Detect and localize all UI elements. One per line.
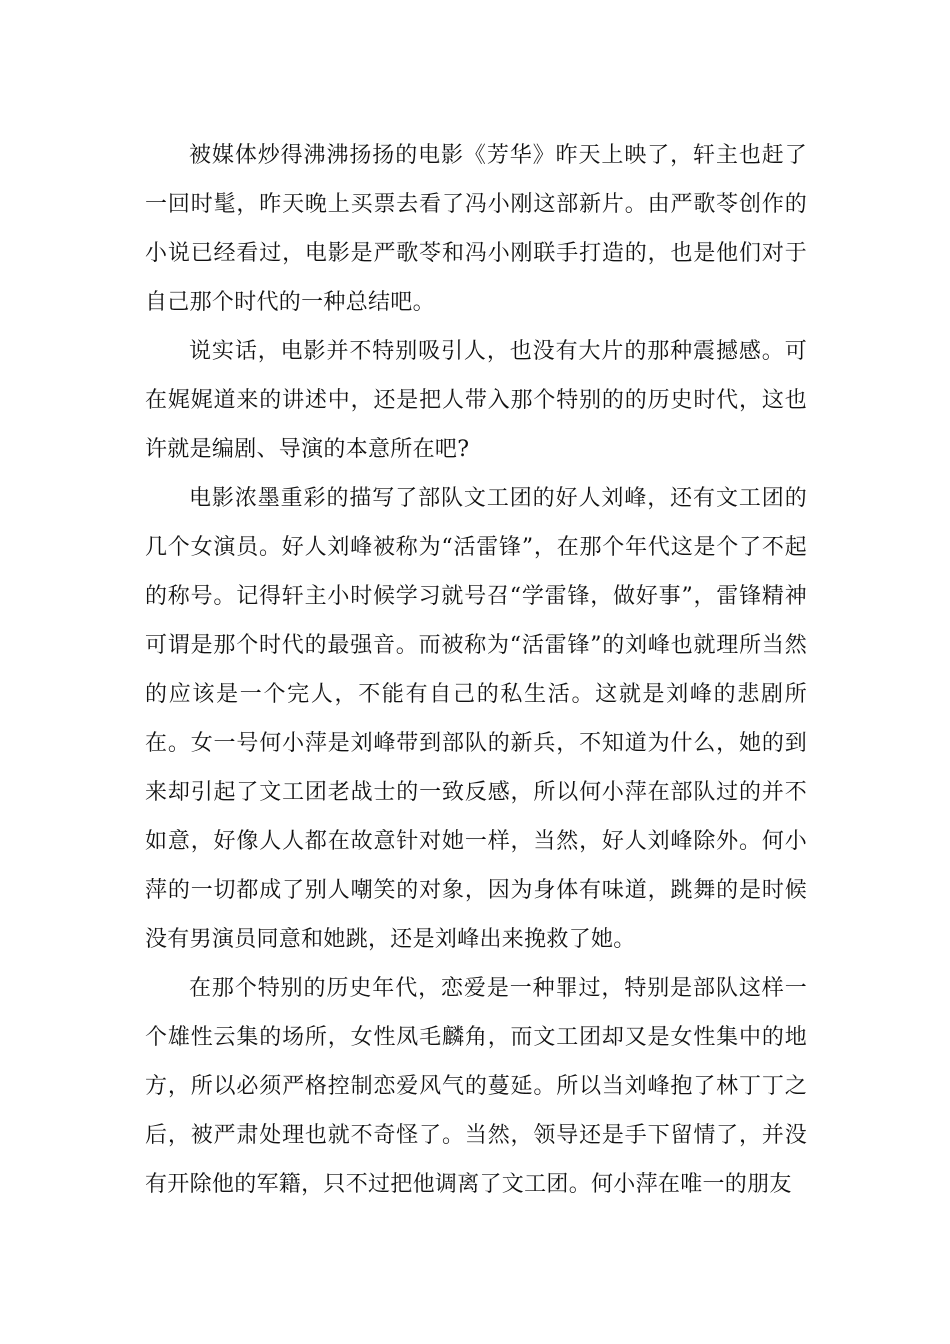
paragraph-3: 电影浓墨重彩的描写了部队文工团的好人刘峰，还有文工团的几个女演员。好人刘峰被称为“活雷锋”，在那个年代这是个了不起的称号。记得轩主小时候学习就号召“学雷锋，做好事”，雷锋精神可谓是那个时代的最强音。而被称为“活雷锋”的刘峰也就理所当然的应该是一个完人，不能有自己的私生活。这就是刘峰的悲剧所在。女一号何小萍是刘峰带到部队的新兵，不知道为什么，她的到来却引起了文工团老战士的一致反感，所以何小萍在部队过的并不如意，好像人人都在故意针对她一样，当然，好人刘峰除外。何小萍的一切都成了别人嘲笑的对象，因为身体有味道，跳舞的是时候没有男演员同意和她跳，还是刘峰出来挽救了她。 bbox=[145, 486, 807, 952]
paragraph-2: 说实话，电影并不特别吸引人，也没有大片的那种震撼感。可在娓娓道来的讲述中，还是把人带入那个特别的的历史时代，这也许就是编剧、导演的本意所在吧? bbox=[145, 339, 807, 462]
paragraph-1: 被媒体炒得沸沸扬扬的电影《芳华》昨天上映了，轩主也赶了一回时髦，昨天晚上买票去看了冯小刚这部新片。由严歌苓创作的小说已经看过，电影是严歌苓和冯小刚联手打造的，也是他们对于自己那个时代的一种总结吧。 bbox=[145, 143, 807, 315]
paragraph-4: 在那个特别的历史年代，恋爱是一种罪过，特别是部队这样一个雄性云集的场所，女性凤毛麟角，而文工团却又是女性集中的地方，所以必须严格控制恋爱风气的蔓延。所以当刘峰抱了林丁丁之后，被严肃处理也就不奇怪了。当然，领导还是手下留情了，并没有开除他的军籍，只不过把他调离了文工团。何小萍在唯一的朋友 bbox=[145, 976, 807, 1197]
article-body bbox=[145, 131, 807, 1209]
